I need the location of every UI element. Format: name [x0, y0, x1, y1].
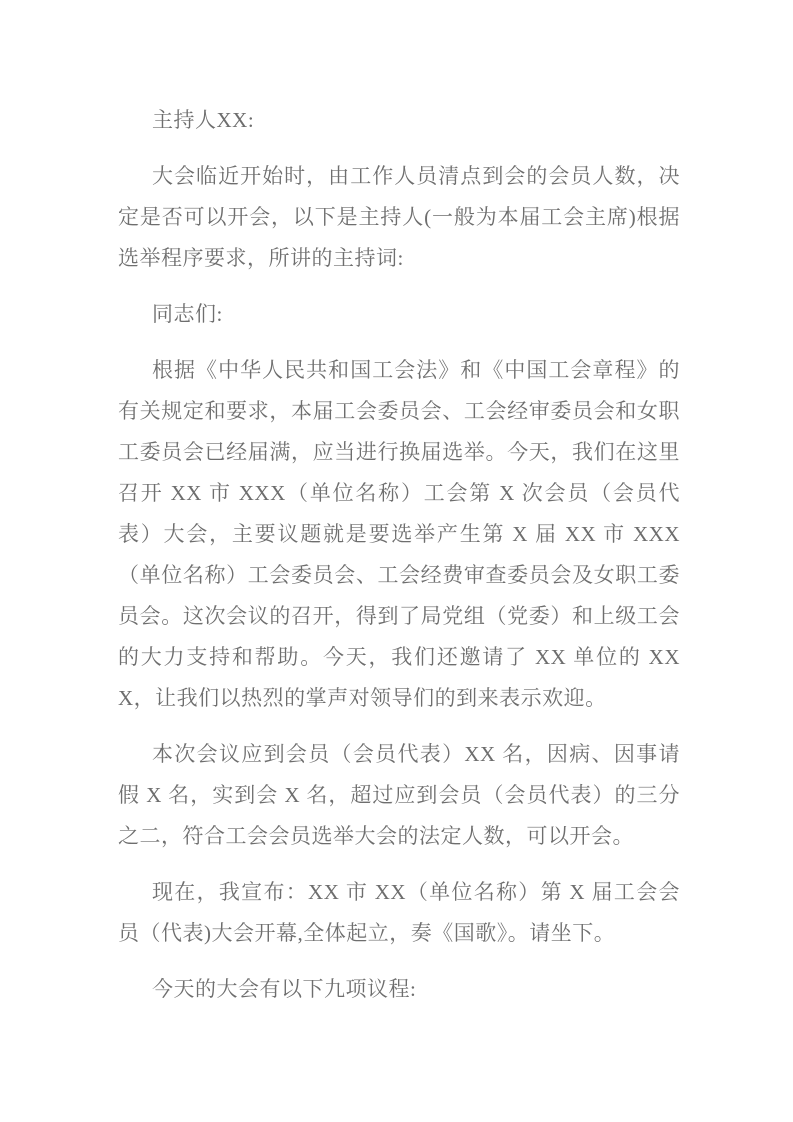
paragraph-opening-declaration: 现在，我宣布：XX 市 XX（单位名称）第 X 届工会会员（代表)大会开幕,全体起立，奏《国歌》。请坐下。	[118, 880, 680, 945]
paragraph-intro-note: 大会临近开始时，由工作人员清点到会的会员人数，决定是否可以开会，以下是主持人(一般为本届工会主席)根据选举程序要求，所讲的主持词:	[118, 164, 680, 270]
paragraph-host-label: 主持人XX:	[152, 108, 255, 132]
document-body	[118, 100, 680, 1010]
paragraph-opening-remarks: 根据《中华人民共和国工会法》和《中国工会章程》的有关规定和要求，本届工会委员会、工会经审委员会和女职工委员会已经届满，应当进行换届选举。今天，我们在这里召开 XX 市 XXX（单位名称）工会第 X 次会员（会员代表）大会，主要议题就是要选举产生第 X 届 XX 市 XXX（单位名称）工会委员会、工会经费审查委员会及女职工委员会。这次会议的召开，得到了局党组（党委）和上级工会的大力支持和帮助。今天，我们还邀请了 XX 单位的 XXX，让我们以热烈的掌声对领导们的到来表示欢迎。	[118, 358, 680, 710]
paragraph-salutation: 同志们:	[152, 302, 223, 326]
paragraph-agenda-lead-in: 今天的大会有以下九项议程:	[152, 977, 417, 1001]
paragraph-attendance-count: 本次会议应到会员（会员代表）XX 名，因病、因事请假 X 名，实到会 X 名，超过应到会员（会员代表）的三分之二，符合工会会员选举大会的法定人数，可以开会。	[118, 742, 680, 848]
